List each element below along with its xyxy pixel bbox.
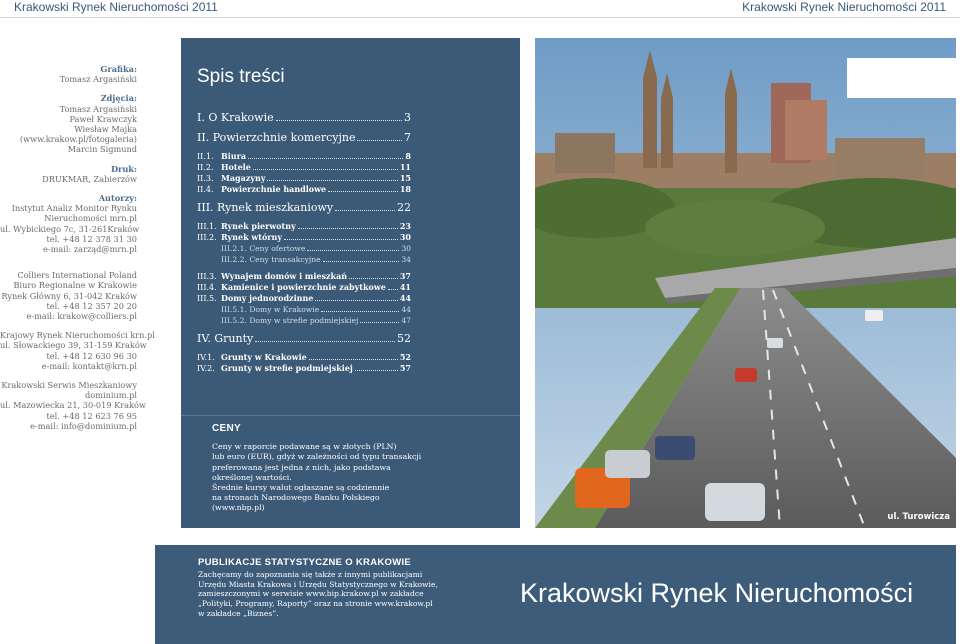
toc-entry-label xyxy=(197,201,333,214)
publications-line: w zakładce „Biznes”. xyxy=(198,608,279,618)
toc-entry-label xyxy=(197,151,246,162)
toc-leader-dots xyxy=(323,261,400,262)
toc-entry-label xyxy=(221,254,321,265)
toc-leader-dots xyxy=(315,300,398,301)
toc-entry-text: Ceny transakcyjne xyxy=(249,255,321,264)
toc-page-number: 52 xyxy=(397,332,411,345)
credits-druk xyxy=(0,164,137,184)
toc-entry-text: Hotele xyxy=(221,162,251,172)
credit-line: Marcin Sigmund xyxy=(67,144,137,155)
prices-title: CENY xyxy=(212,423,241,434)
toc-entry xyxy=(197,151,411,162)
credit-line: Instytut Analiz Monitor Rynku xyxy=(11,203,137,214)
toc-entry xyxy=(197,131,411,144)
toc-entry-label xyxy=(197,352,307,363)
credits-column xyxy=(0,64,155,440)
prices-line: lub euro (EUR), gdyż w zależności od typu transakcji xyxy=(212,452,422,462)
street-label: ul. Turowicza xyxy=(887,512,950,522)
toc-panel xyxy=(181,38,520,528)
autorzy-label: Autorzy: xyxy=(98,193,137,204)
toc-page-number: 3 xyxy=(404,111,411,124)
toc-entry-number: III.5. xyxy=(197,294,217,303)
toc-entry-number: IV. xyxy=(197,332,211,345)
toc-entry xyxy=(197,315,411,326)
toc-leader-dots xyxy=(321,311,399,312)
credit-line: Tomasz Argasiński xyxy=(59,103,137,114)
toc-entry-label xyxy=(197,282,386,293)
zdjecia-label: Zdjęcia: xyxy=(100,93,137,104)
credit-line: ul. Wybickiego 7c, 31-261Kraków xyxy=(0,223,140,234)
toc-page-number: 11 xyxy=(399,162,411,172)
toc-entry-number: I. xyxy=(197,111,205,124)
toc-entry xyxy=(197,184,411,195)
toc-entry-number: II.1. xyxy=(197,152,214,161)
toc-entry-label xyxy=(197,131,355,144)
toc-entry-label xyxy=(197,173,265,184)
toc-entry-label xyxy=(197,363,353,374)
toc-entry-number: III.1. xyxy=(197,222,217,231)
city-highway-photo xyxy=(535,38,956,528)
credit-line: e-mail: kontakt@krn.pl xyxy=(41,360,137,371)
toc-page-number: 22 xyxy=(397,201,411,214)
credits-colliers xyxy=(0,270,137,321)
credit-line: ul. Mazowiecka 21, 30-019 Kraków xyxy=(0,400,146,411)
credits-krn xyxy=(0,330,155,371)
header-title-right: Krakowski Rynek Nieruchomości 2011 xyxy=(742,0,946,14)
toc-leader-dots xyxy=(276,120,402,121)
prices-note xyxy=(212,424,442,514)
toc-leader-dots xyxy=(248,158,403,159)
toc-entry-text: Domy w strefie podmiejskiej xyxy=(249,316,359,325)
credit-line: (www.krakow.pl/fotogaleria) xyxy=(19,134,137,145)
prices-line: Ceny w raporcie podawane są w złotych (PLN) xyxy=(212,442,397,452)
toc-entry-label xyxy=(197,293,313,304)
toc-entry xyxy=(197,162,411,173)
toc-entry-text: O Krakowie xyxy=(208,111,274,124)
toc-entry xyxy=(197,271,411,282)
toc-entry-number: II. xyxy=(197,131,210,144)
toc-entry-label xyxy=(197,332,253,345)
toc-entry-text: Grunty w Krakowie xyxy=(221,352,307,362)
toc-entry-text: Domy w Krakowie xyxy=(249,305,320,314)
toc-leader-dots xyxy=(267,180,397,181)
toc-page-number: 18 xyxy=(399,184,411,194)
toc-page-number: 41 xyxy=(399,282,411,292)
toc-entry-text: Domy jednorodzinne xyxy=(221,293,314,303)
toc-entry-number: III.2. xyxy=(197,233,217,242)
publications-line: zamieszczonymi w serwisie www.bip.krakow.pl w zakładce xyxy=(198,589,424,599)
toc-entry-number: II.2. xyxy=(197,163,214,172)
toc-list xyxy=(197,111,411,374)
credit-line: tel. +48 12 623 76 95 xyxy=(46,410,137,421)
credit-line: ul. Słowackiego 39, 31-159 Kraków xyxy=(0,340,147,351)
toc-entry-text: Rynek wtórny xyxy=(221,232,282,242)
credits-grafika xyxy=(0,64,137,84)
toc-entry-number: III.5.1. xyxy=(221,305,247,314)
credit-line: Krajowy Rynek Nieruchomości krn.pl xyxy=(0,330,155,341)
publications-title: PUBLIKACJE STATYSTYCZNE O KRAKOWIE xyxy=(198,557,412,568)
credits-dominium xyxy=(0,380,146,431)
toc-leader-dots xyxy=(284,239,398,240)
credits-autorzy xyxy=(0,193,140,255)
toc-entry-number: III.5.2. xyxy=(221,316,247,325)
toc-entry-label xyxy=(221,304,319,315)
toc-entry-label xyxy=(197,162,251,173)
credit-line: Wiesław Majka xyxy=(74,124,137,135)
toc-entry-number: III.2.1. xyxy=(221,244,247,253)
cover-title: Krakowski Rynek Nieruchomości xyxy=(520,578,914,608)
toc-leader-dots xyxy=(335,210,395,211)
panel-divider xyxy=(181,415,520,416)
toc-entry-number: III.4. xyxy=(197,283,217,292)
credit-line: e-mail: info@dominium.pl xyxy=(30,420,137,431)
toc-entry-number: II.3. xyxy=(197,174,214,183)
credit-line: e-mail: zarząd@mrn.pl xyxy=(42,244,137,255)
toc-page-number: 23 xyxy=(399,221,411,231)
credit-line: tel. +48 12 630 96 30 xyxy=(46,350,137,361)
toc-entry xyxy=(197,363,411,374)
photo-illustration xyxy=(535,38,956,528)
toc-entry-label xyxy=(221,315,358,326)
toc-entry-text: Grunty w strefie podmiejskiej xyxy=(221,363,353,373)
toc-page-number: 8 xyxy=(405,151,411,161)
prices-line: na stronach Narodowego Banku Polskiego xyxy=(212,493,380,503)
toc-entry-text: Powierzchnie komercyjne xyxy=(212,131,356,144)
toc-entry xyxy=(197,332,411,345)
toc-page-number: 37 xyxy=(399,271,411,281)
toc-entry-text: Magazyny xyxy=(221,173,266,183)
toc-leader-dots xyxy=(328,191,398,192)
druk-label: Druk: xyxy=(110,163,137,174)
toc-entry-text: Ceny ofertowe xyxy=(249,244,306,253)
prices-line: Średnie kursy walut ogłaszane są codziennie xyxy=(212,483,390,493)
toc-entry-number: III.2.2. xyxy=(221,255,247,264)
toc-page-number: 52 xyxy=(399,352,411,362)
credit-line: Nieruchomości mrn.pl xyxy=(44,213,137,224)
toc-entry xyxy=(197,201,411,214)
grafika-label: Grafika: xyxy=(100,64,137,74)
toc-entry-label xyxy=(197,184,326,195)
toc-entry-number: II.4. xyxy=(197,185,214,194)
toc-leader-dots xyxy=(309,359,398,360)
toc-page-number: 44 xyxy=(401,305,411,314)
toc-page-number: 7 xyxy=(404,131,411,144)
credit-line: Krakowski Serwis Mieszkaniowy xyxy=(1,380,137,391)
credit-line: tel. +48 12 378 31 30 xyxy=(46,233,137,244)
credits-zdjecia xyxy=(0,93,137,154)
toc-entry xyxy=(197,173,411,184)
toc-entry xyxy=(197,304,411,315)
toc-entry-number: III.3. xyxy=(197,272,217,281)
toc-page-number: 30 xyxy=(399,232,411,242)
toc-page-number: 44 xyxy=(399,293,411,303)
toc-entry-label xyxy=(197,221,296,232)
toc-entry-text: Kamienice i powierzchnie zabytkowe xyxy=(221,282,386,292)
credit-line: DRUKMAR, Zabierzów xyxy=(42,173,137,184)
publications-line: Zachęcamy do zapoznania się także z innymi publikacjami xyxy=(198,569,423,579)
toc-leader-dots xyxy=(255,341,395,342)
toc-entry-number: IV.2. xyxy=(197,364,215,373)
toc-leader-dots xyxy=(253,169,398,170)
toc-entry-number: IV.1. xyxy=(197,353,215,362)
toc-entry-number: III. xyxy=(197,201,214,214)
header-title-left: Krakowski Rynek Nieruchomości 2011 xyxy=(14,0,218,14)
toc-entry-text: Rynek mieszkaniowy xyxy=(217,201,334,214)
toc-leader-dots xyxy=(298,228,398,229)
toc-leader-dots xyxy=(388,289,398,290)
credit-line: Rynek Główny 6, 31-042 Kraków xyxy=(1,290,137,301)
toc-leader-dots xyxy=(307,250,399,251)
prices-line: preferowana jest jedna z nich, jako podstawa xyxy=(212,462,391,472)
toc-entry xyxy=(197,282,411,293)
toc-entry-text: Wynajem domów i mieszkań xyxy=(221,271,348,281)
credit-line: e-mail: krakow@colliers.pl xyxy=(26,311,137,322)
credit-line: Biuro Regionalne w Krakowie xyxy=(13,280,137,291)
toc-leader-dots xyxy=(349,278,398,279)
toc-entry xyxy=(197,293,411,304)
credit-line: tel. +48 12 357 20 20 xyxy=(46,300,137,311)
prices-line: określonej wartości. xyxy=(212,472,292,482)
toc-entry-label xyxy=(197,271,347,282)
toc-title: Spis treści xyxy=(197,66,285,87)
toc-entry-text: Biura xyxy=(221,151,247,161)
publications-line: Urzędu Miasta Krakowa i Urzędu Statystycznego w Krakowie, xyxy=(198,579,438,589)
credit-line: dominium.pl xyxy=(85,390,137,401)
toc-entry xyxy=(197,232,411,243)
toc-page-number: 47 xyxy=(401,316,411,325)
toc-page-number: 30 xyxy=(401,244,411,253)
toc-leader-dots xyxy=(360,322,399,323)
publications-line: „Polityki, Programy, Raporty” oraz na stronie www.krakow.pl xyxy=(198,599,433,609)
toc-entry-text: Rynek pierwotny xyxy=(221,221,296,231)
toc-entry-label xyxy=(197,111,274,124)
toc-leader-dots xyxy=(355,370,398,371)
toc-entry-text: Powierzchnie handlowe xyxy=(221,184,327,194)
credit-line: Paweł Krawczyk xyxy=(69,113,137,124)
toc-entry-label xyxy=(221,243,305,254)
toc-entry xyxy=(197,352,411,363)
toc-leader-dots xyxy=(357,140,402,141)
toc-page-number: 34 xyxy=(401,255,411,264)
credit-line: Tomasz Argasiński xyxy=(59,74,137,85)
toc-entry xyxy=(197,243,411,254)
credit-line: Colliers International Poland xyxy=(17,270,137,281)
toc-page-number: 57 xyxy=(399,363,411,373)
prices-line: (www.nbp.pl) xyxy=(212,503,265,513)
toc-entry xyxy=(197,111,411,124)
header-divider xyxy=(0,17,960,18)
toc-entry xyxy=(197,221,411,232)
toc-entry-text: Grunty xyxy=(214,332,254,345)
toc-entry-label xyxy=(197,232,282,243)
toc-entry xyxy=(197,254,411,265)
publications-note xyxy=(198,558,443,638)
toc-page-number: 15 xyxy=(399,173,411,183)
